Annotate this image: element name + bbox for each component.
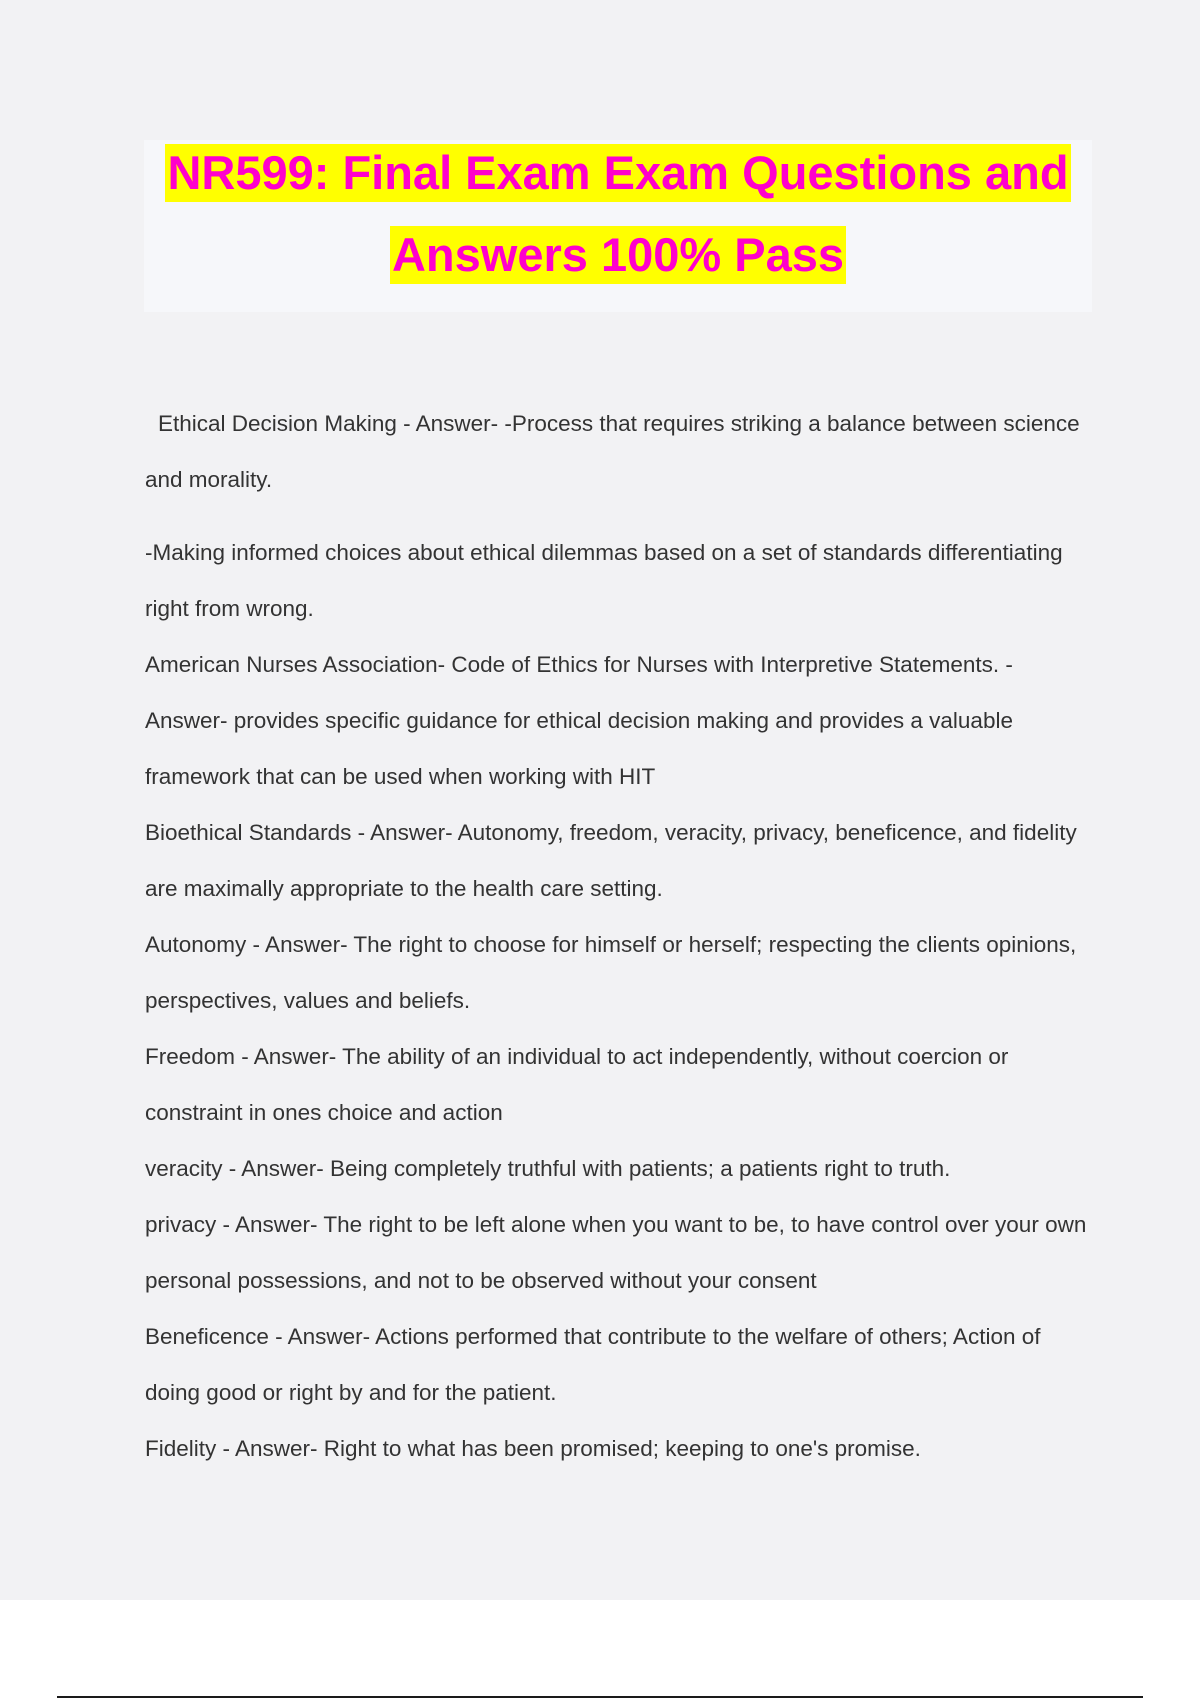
entry-bioethical-standards: Bioethical Standards - Answer- Autonomy, freedom, veracity, privacy, beneficence, and fidelity are maximally appropriate to the health care setting.: [145, 820, 1083, 901]
entry-freedom: Freedom - Answer- The ability of an individual to act independently, without coercion or constraint in ones choice and action: [145, 1044, 1015, 1125]
footer-divider: [57, 1696, 1143, 1698]
entry-privacy: privacy - Answer- The right to be left alone when you want to be, to have control over your own personal possessions, and not to be observed without your consent: [145, 1212, 1093, 1293]
page-footer: [0, 1600, 1200, 1700]
entry-autonomy: Autonomy - Answer- The right to choose for himself or herself; respecting the clients opinions, perspectives, values and beliefs.: [145, 932, 1083, 1013]
document-title-line-2: Answers 100% Pass: [390, 226, 846, 284]
entry-informed-choices: -Making informed choices about ethical dilemmas based on a set of standards differentiating right from wrong.: [145, 540, 1069, 621]
document-body: [145, 396, 1095, 1477]
entry-fidelity: Fidelity - Answer- Right to what has been promised; keeping to one's promise.: [145, 1436, 921, 1461]
entry-ethical-decision-making: Ethical Decision Making - Answer- -Process that requires striking a balance between science and morality.: [145, 411, 1086, 492]
title-block: [144, 140, 1092, 312]
entry-ana-code-of-ethics: American Nurses Association- Code of Ethics for Nurses with Interpretive Statements. -Answer- provides specific guidance for ethical decision making and provides a valuable framework that can be used when working with HIT: [145, 652, 1020, 789]
entry-beneficence: Beneficence - Answer- Actions performed that contribute to the welfare of others; Action of doing good or right by and for the patient.: [145, 1324, 1047, 1405]
entry-veracity: veracity - Answer- Being completely truthful with patients; a patients right to truth.: [145, 1156, 951, 1181]
document-title-line-1: NR599: Final Exam Exam Questions and: [165, 144, 1070, 202]
